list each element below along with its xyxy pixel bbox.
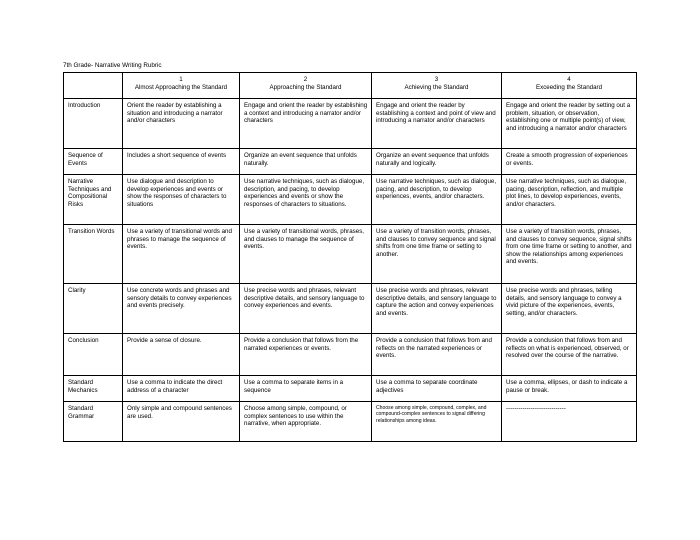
rubric-cell: Use a variety of transitional words and phrases to manage the sequence of events. <box>123 225 240 284</box>
rubric-cell: Organize an event sequence that unfolds naturally. <box>240 149 372 175</box>
rubric-cell: Use dialogue and description to develop experiences and events or show the responses of characters to situations <box>123 175 240 225</box>
rubric-cell: Provide a conclusion that follows from the narrated experiences or events. <box>240 334 372 376</box>
rubric-cell: Provide a sense of closure. <box>123 334 240 376</box>
rubric-row-sequence-of-events <box>64 149 637 175</box>
rubric-cell: Use a variety of transitional words, phrases, and clauses to manage the sequence of events. <box>240 225 372 284</box>
corner-cell <box>64 73 123 99</box>
rubric-cell: Choose among simple, compound, complex, and compound-complex sentences to signal differing relationships among ideas. <box>372 402 502 442</box>
rubric-cell: Use narrative techniques, such as dialogue, pacing, description, reflection, and multiple plot lines, to develop experiences, events, and/or characters. <box>502 175 637 225</box>
column-label: Exceeding the Standard <box>535 83 603 91</box>
row-label: Transition Words <box>64 225 123 284</box>
rubric-table <box>63 72 637 442</box>
column-header-2 <box>240 73 372 99</box>
rubric-cell: Use precise words and phrases, telling details, and sensory language to convey a vivid picture of the experiences, events, setting, and/or characters. <box>502 284 637 334</box>
rubric-cell: Use precise words and phrases, relevant descriptive details, and sensory language to capture the action and convey experiences and events. <box>372 284 502 334</box>
column-header-3 <box>372 73 502 99</box>
rubric-cell: Choose among simple, compound, or complex sentences to use within the narrative, when appropriate. <box>240 402 372 442</box>
row-label: Clarity <box>64 284 123 334</box>
rubric-cell: Use concrete words and phrases and sensory details to convey experiences and events precisely. <box>123 284 240 334</box>
rubric-cell: Create a smooth progression of experiences or events. <box>502 149 637 175</box>
column-number: 4 <box>567 76 571 83</box>
rubric-cell: Provide a conclusion that follows from and reflects on the narrated experiences or events. <box>372 334 502 376</box>
rubric-cell: Use narrative techniques, such as dialogue, pacing, and description, to develop experiences, events, and/or characters. <box>372 175 502 225</box>
row-label: Introduction <box>64 99 123 149</box>
rubric-cell: Use narrative techniques, such as dialogue, description, and pacing, to develop experiences and events or show the responses of characters to situations. <box>240 175 372 225</box>
rubric-cell: Use a variety of transition words, phrases, and clauses to convey sequence and signal shifts from one time frame or setting to another. <box>372 225 502 284</box>
row-label: Standard Grammar <box>64 402 123 442</box>
rubric-cell: Use a comma to separate items in a sequence <box>240 376 372 402</box>
column-header-4 <box>502 73 637 99</box>
column-header-1 <box>123 73 240 99</box>
rubric-cell: Engage and orient the reader by setting out a problem, situation, or observation, establishing one or multiple point(s) of view, and introducing a narrator and/or characters <box>502 99 637 149</box>
column-label: Achieving the Standard <box>404 83 469 91</box>
rubric-cell: ----------------------------- <box>502 402 637 442</box>
document-title: 7th Grade- Narrative Writing Rubric <box>63 62 162 69</box>
rubric-cell: Orient the reader by establishing a situation and introducing a narrator and/or characters <box>123 99 240 149</box>
row-label: Narrative Techniques and Compositional Risks <box>64 175 123 225</box>
rubric-cell: Use a comma, ellipses, or dash to indicate a pause or break. <box>502 376 637 402</box>
rubric-row-transition-words <box>64 225 637 284</box>
rubric-row-standard-mechanics <box>64 376 637 402</box>
row-label: Conclusion <box>64 334 123 376</box>
rubric-cell: Use a comma to indicate the direct address of a character <box>123 376 240 402</box>
rubric-cell: Provide a conclusion that follows from and reflects on what is experienced, observed, or resolved over the course of the narrative. <box>502 334 637 376</box>
rubric-row-conclusion <box>64 334 637 376</box>
rubric-cell: Use a variety of transition words, phrases, and clauses to convey sequence, signal shifts from one time frame or setting to another, and show the relationships among experiences and events. <box>502 225 637 284</box>
column-number: 2 <box>303 76 308 83</box>
row-label: Sequence of Events <box>64 149 123 175</box>
header-row <box>64 73 637 99</box>
rubric-cell: Engage and orient the reader by establishing a context and introducing a narrator and/or characters <box>240 99 372 149</box>
column-number: 3 <box>434 76 439 83</box>
rubric-row-standard-grammar <box>64 402 637 442</box>
column-label: Approaching the Standard <box>269 83 342 91</box>
column-number: 1 <box>179 76 183 83</box>
row-label: Standard Mechanics <box>64 376 123 402</box>
rubric-cell: Includes a short sequence of events <box>123 149 240 175</box>
rubric-row-narrative-techniques <box>64 175 637 225</box>
rubric-cell: Use precise words and phrases, relevant descriptive details, and sensory language to convey experiences and events. <box>240 284 372 334</box>
rubric-cell: Organize an event sequence that unfolds naturally and logically. <box>372 149 502 175</box>
rubric-cell: Engage and orient the reader by establishing a context and point of view and introducing a narrator and/or characters <box>372 99 502 149</box>
rubric-row-clarity <box>64 284 637 334</box>
rubric-cell: Only simple and compound sentences are used. <box>123 402 240 442</box>
column-label: Almost Approaching the Standard <box>134 83 228 91</box>
rubric-row-introduction <box>64 99 637 149</box>
rubric-cell: Use a comma to separate coordinate adjectives <box>372 376 502 402</box>
